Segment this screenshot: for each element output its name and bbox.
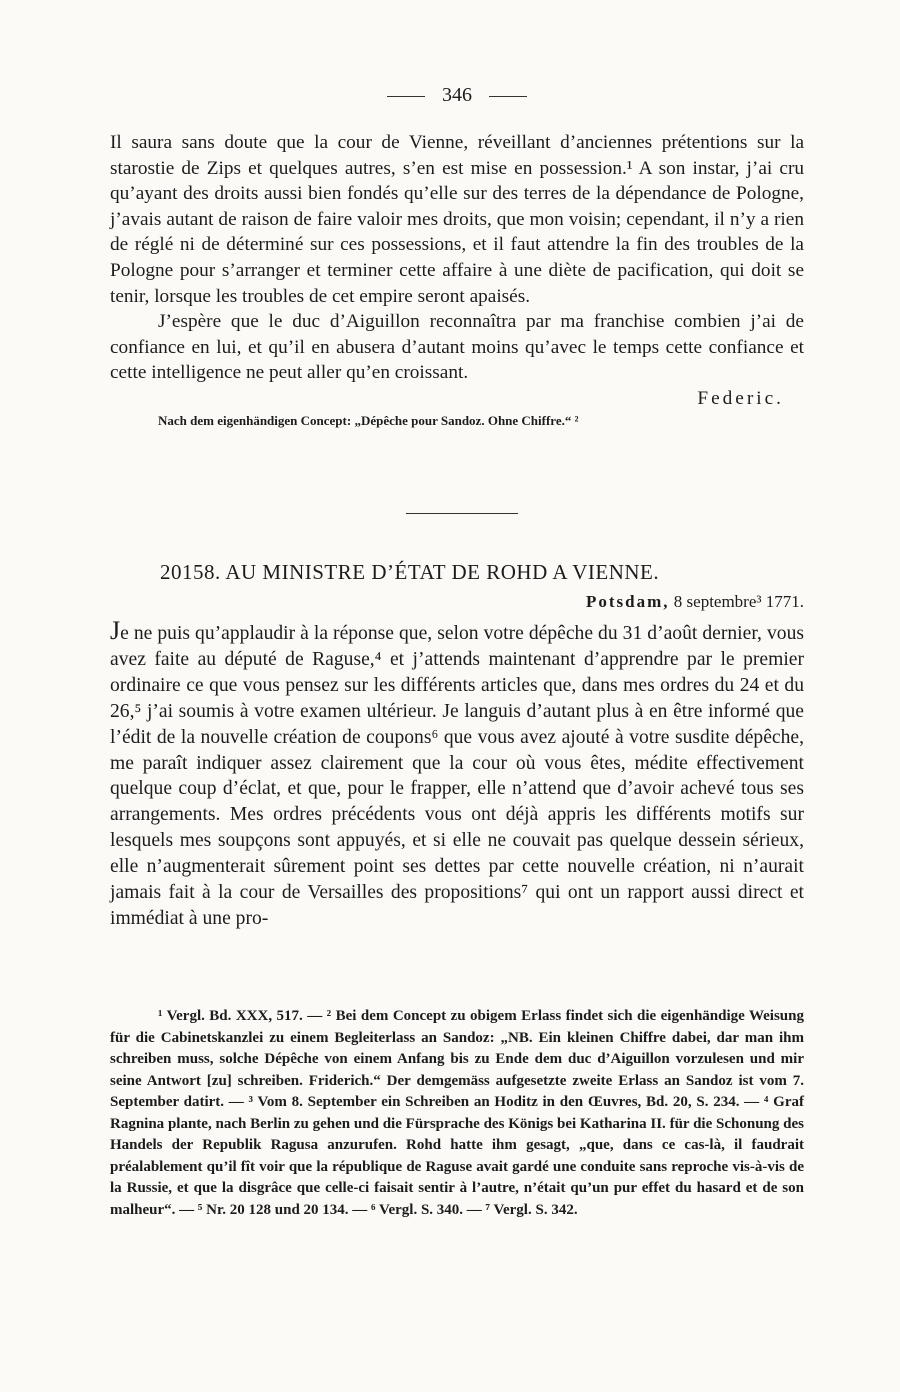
letter-text: e ne puis qu’applaudir à la réponse que, selon votre dépêche du 31 d’août dernier, vous avez faite au député de Raguse,⁴ et j’attends maintenant d’apprendre par le premier ordinaire ce que vous pensez sur les différents articles que, dans mes ordres du 24 et du 26,⁵ j’ai soumis à votre examen ultérieur. Je languis d’autant plus à en être informé que l’édit de la nouvelle création de coupons⁶ que vous avez ajouté à votre susdite dépêche, me paraît indiquer assez clairement que la cour où vous êtes, médite effectivement quelque coup d’éclat, et que, pour le frapper, elle n’attend que d’avoir achevé tous ses arrangements. Mes ordres précédents vous ont déjà appris les différents motifs sur lesquels mes soupçons sont appuyés, et si elle ne couvait pas quelque dessein sérieux, elle n’augmenterait sûrement point ses dettes par cette nouvelle création, ni n’aurait jamais fait à la cour de Versailles des propositions⁷ qui ont un rapport aussi direct et immédiat à une pro-	[110, 623, 804, 929]
dateline	[586, 592, 804, 612]
header-right-dash	[489, 96, 527, 97]
letter-continuation	[110, 130, 804, 430]
paragraph-aiguillon: J’espère que le duc d’Aiguillon reconnaîtra par ma franchise combien j’ai de confiance en lui, et qu’il en abusera d’autant moins qu’avec le temps cette confiance et cette intelligence ne peut aller qu’en croissant.	[110, 311, 804, 384]
footnote-block: ¹ Vergl. Bd. XXX, 517. — ² Bei dem Concept zu obigem Erlass findet sich die eigenhändige Weisung für die Cabinetskanzlei zu einem Begleiterlass an Sandoz: „NB. Ein kleinen Chiffre dabei, dar man ihm schreiben muss, solche Dépêche von einem Anfang bis zu Ende dem duc d’Aiguillon vorzulesen und mir seine Antwort [zu] schreiben. Friderich.“ Der demgemäss aufgesetzte zweite Erlass an Sandoz ist vom 7. September datirt. — ³ Vom 8. September ein Schreiben an Hoditz in den Œuvres, Bd. 20, S. 234. — ⁴ Graf Ragnina plante, nach Berlin zu gehen und die Fürsprache des Königs bei Katharina II. für die Schonung des Handels der Republik Ragusa anzurufen. Rohd hatte ihm gesagt, „que, dans ce cas-là, il faudrait préalablement qu’il fît voir que la république de Raguse avait gardé une conduite sans reproche vis-à-vis de la Russie, et que la disgrâce que celle-ci faisait sentir à l’autre, n’était qu’un pur effet du hasard et de son malheur“. — ⁵ Nr. 20 128 und 20 134. — ⁶ Vergl. S. 340. — ⁷ Vergl. S. 342.	[110, 1008, 804, 1218]
header-left-dash	[387, 96, 425, 97]
paragraph-zips: Il saura sans doute que la cour de Vienne, réveillant d’anciennes prétentions sur la starostie de Zips et quelques autres, s’en est mise en possession.¹ A son instar, j’ai cru qu’ayant des droits aussi bien fondés qu’elle sur des terres de la dépendance de Pologne, j’avais autant de raison de faire valoir mes droits, que mon voisin; cependant, il n’y a rien de réglé ni de déterminé sur ces possessions, et il faut attendre la fin des troubles de la Pologne pour s’arranger et terminer cette affaire à une diète de pacification, qui doit se tenir, lorsque les troubles de cet empire seront apaisés.	[110, 132, 804, 307]
letter-body	[110, 618, 804, 932]
page-header	[110, 84, 804, 107]
letter-paragraph	[110, 618, 804, 932]
footnotes	[110, 1006, 804, 1221]
dateline-place: Potsdam,	[586, 592, 670, 611]
page-number: 346	[442, 84, 472, 106]
source-note: Nach dem eigenhändigen Concept: „Dépêche pour Sandoz. Ohne Chiffre.“ ²	[158, 412, 579, 428]
dateline-date: 8 septembre³ 1771.	[673, 592, 804, 611]
section-divider	[406, 513, 518, 514]
signature: Federic.	[697, 387, 784, 409]
document-title: 20158. AU MINISTRE D’ÉTAT DE ROHD A VIENNE.	[160, 560, 660, 584]
drop-cap: J	[110, 616, 121, 645]
